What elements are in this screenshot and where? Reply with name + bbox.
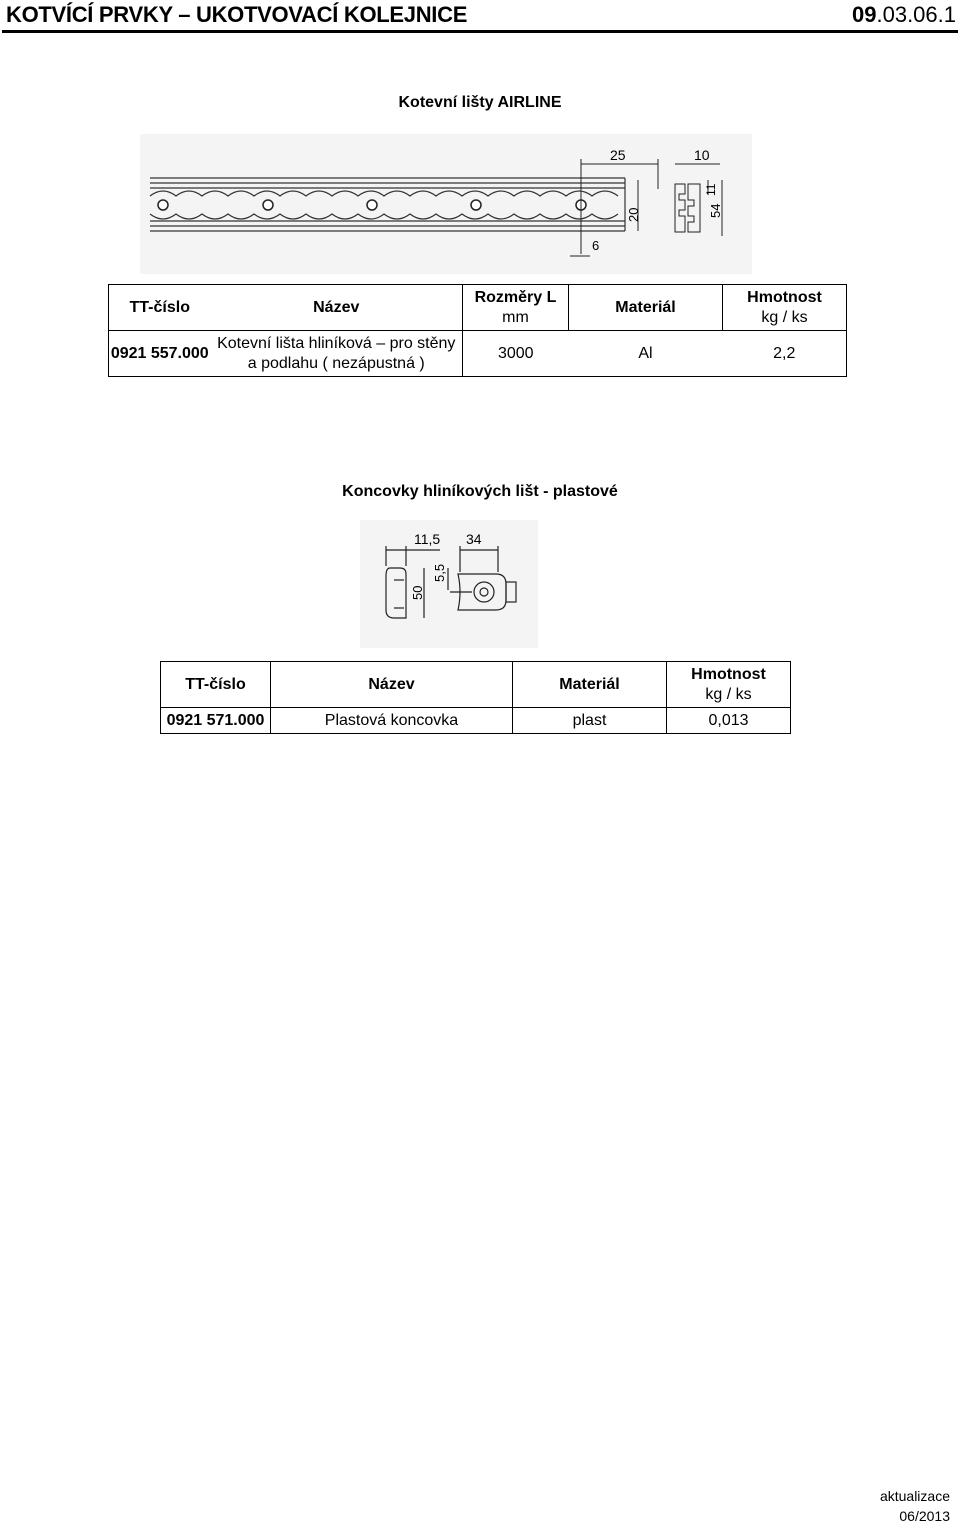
cell-material: Al <box>569 331 723 377</box>
update-note <box>880 1486 950 1526</box>
catalog-code <box>852 2 956 28</box>
section-title-endcaps: Koncovky hliníkových lišt - plastové <box>342 483 618 500</box>
airline-rail-drawing <box>140 134 752 274</box>
section-title-airline: Kotevní lišty AIRLINE <box>398 94 562 111</box>
catalog-code-rest: .03.06.1 <box>876 2 956 27</box>
cell-weight: 2,2 <box>723 331 847 377</box>
table-row <box>161 708 791 734</box>
dim-label: 50 <box>410 585 425 600</box>
header-divider <box>2 30 958 33</box>
endcap-drawing <box>360 520 538 648</box>
header-dimensions-label: Rozměry L <box>474 288 557 306</box>
cell-name-line1: Kotevní lišta hliníková – pro stěny <box>217 334 456 352</box>
header-name: Název <box>211 285 463 331</box>
endcap-table <box>160 661 791 734</box>
table-row <box>109 331 847 377</box>
update-label: aktualizace <box>879 1488 950 1504</box>
header-weight-unit: kg / ks <box>705 685 752 703</box>
dim-label: 11,5 <box>414 531 441 547</box>
cell-tt: 0921 557.000 <box>109 331 211 377</box>
header-material: Materiál <box>513 662 667 708</box>
catalog-code-bold: 09 <box>852 2 877 27</box>
dim-label: 10 <box>694 147 710 163</box>
header-weight <box>667 662 791 708</box>
header-weight <box>723 285 847 331</box>
dim-label: 6 <box>592 238 600 253</box>
dim-label: 54 <box>708 203 723 218</box>
header-tt: TT-číslo <box>109 285 211 331</box>
header-weight-label: Hmotnost <box>691 665 766 683</box>
header-weight-unit: kg / ks <box>761 308 808 326</box>
cell-name <box>211 331 463 377</box>
cell-material: plast <box>513 708 667 734</box>
page-title: KOTVÍCÍ PRVKY – UKOTVOVACÍ KOLEJNICE <box>6 2 468 27</box>
dim-label: 20 <box>626 207 641 222</box>
dim-label: 11 <box>704 183 718 196</box>
dim-label: 5,5 <box>432 563 447 582</box>
cell-name-line2: a podlahu ( nezápustná ) <box>247 354 425 372</box>
cell-dimensions: 3000 <box>463 331 569 377</box>
header-tt: TT-číslo <box>161 662 271 708</box>
cell-weight: 0,013 <box>667 708 791 734</box>
dim-label: 25 <box>610 147 626 163</box>
header-name: Název <box>271 662 513 708</box>
cell-name: Plastová koncovka <box>271 708 513 734</box>
header-weight-label: Hmotnost <box>747 288 822 306</box>
dim-label: 34 <box>466 531 482 547</box>
header-material: Materiál <box>569 285 723 331</box>
airline-rail-table <box>108 284 847 377</box>
header-dimensions <box>463 285 569 331</box>
cell-tt: 0921 571.000 <box>161 708 271 734</box>
update-date: 06/2013 <box>899 1508 950 1524</box>
header-dimensions-unit: mm <box>502 308 529 326</box>
